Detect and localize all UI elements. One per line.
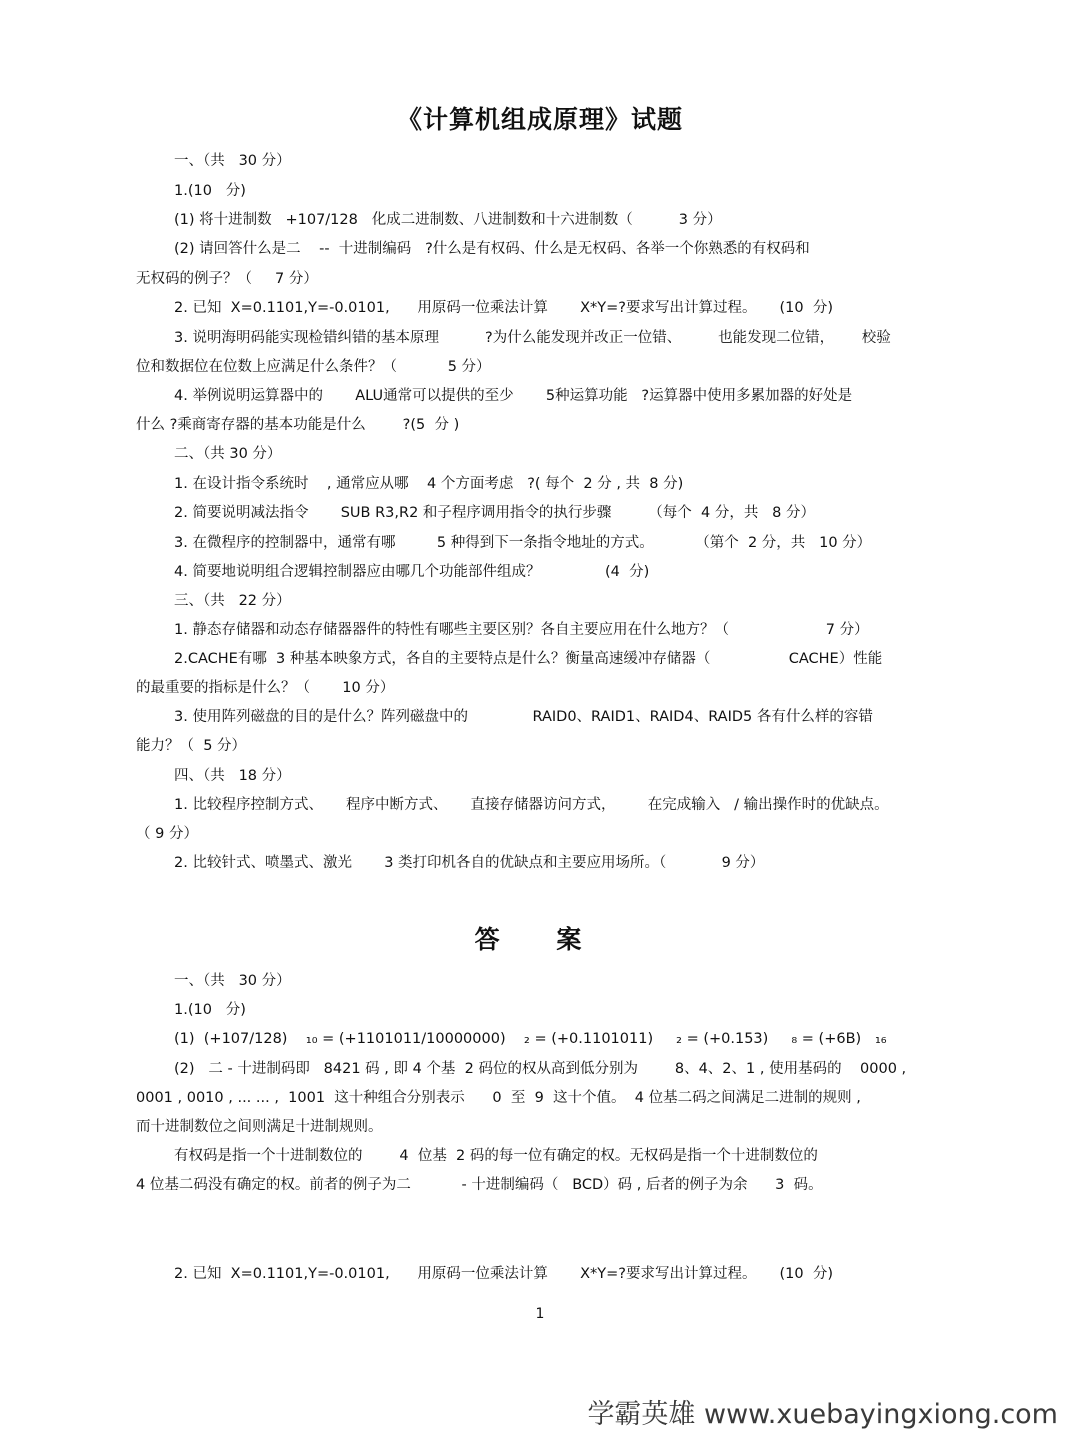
question-line: 4. 简要地说明组合逻辑控制器应由哪几个功能部件组成？ (4 分) <box>174 564 650 580</box>
question-line: 2. 已知 X=0.1101,Y=-0.0101, 用原码一位乘法计算 X*Y=?要求写出计算过程。 (10 分) <box>174 300 834 316</box>
question-line: 1.(10 分) <box>174 183 246 199</box>
question-line: 1. 在设计指令系统时 , 通常应从哪 4 个方面考虑 ?( 每个 2 分 , 共 8 分) <box>174 476 684 492</box>
answer-line: 1.(10 分) <box>174 1002 246 1018</box>
watermark-text: 学霸英雄 www.xuebayingxiong.com <box>587 1399 1058 1430</box>
question-line: （ 9 分） <box>136 826 198 842</box>
answer-line: 有权码是指一个十进制数位的 4 位基 2 码的每一位有确定的权。无权码是指一个十进制数位的 <box>174 1148 818 1164</box>
question-line: 3. 在微程序的控制器中，通常有哪 5 种得到下一条指令地址的方式。 （第个 2 分，共 10 分） <box>174 535 872 551</box>
question-line: 一、（共 30 分） <box>174 153 291 169</box>
question-line: 的最重要的指标是什么？（ 10 分） <box>136 680 395 696</box>
question-line: (1) 将十进制数 +107/128 化成二进制数、八进制数和十六进制数（ 3 分） <box>174 212 722 228</box>
answer-line: 而十进制数位之间则满足十进制规则。 <box>136 1119 383 1135</box>
page-number: 1 <box>535 1306 545 1322</box>
answer-line: (2) 二 - 十进制码即 8421 码 , 即 4 个基 2 码位的权从高到低分别为 8、4、2、1 , 使用基码的 0000 , <box>174 1061 907 1077</box>
question-line: 3. 说明海明码能实现检错纠错的基本原理 ?为什么能发现并改正一位错、 也能发现二位错， 校验 <box>174 330 891 346</box>
answer-line: (1) (+107/128) ₁₀ = (+1101011/10000000) ₂ = (+0.1101011) ₂ = (+0.153) ₈ = (+6B) ₁₆ <box>174 1031 887 1047</box>
question-line: 无权码的例子？（ 7 分） <box>136 271 318 287</box>
answer-title: 答 案 <box>474 925 606 954</box>
answer-line: 2. 已知 X=0.1101,Y=-0.0101, 用原码一位乘法计算 X*Y=?要求写出计算过程。 (10 分) <box>174 1266 834 1282</box>
question-line: 什么 ?乘商寄存器的基本功能是什么 ?(5 分 ) <box>136 417 460 433</box>
answer-line: 一、（共 30 分） <box>174 973 291 989</box>
question-line: 3. 使用阵列磁盘的目的是什么？阵列磁盘中的 RAID0、RAID1、RAID4、RAID5 各有什么样的容错 <box>174 709 873 725</box>
question-line: 1. 静态存储器和动态存储器器件的特性有哪些主要区别？各自主要应用在什么地方？（ 7 分） <box>174 622 869 638</box>
question-line: 4. 举例说明运算器中的 ALU通常可以提供的至少 5种运算功能 ?运算器中使用多累加器的好处是 <box>174 388 853 404</box>
question-line: 2.CACHE有哪 3 种基本映象方式，各自的主要特点是什么？衡量高速缓冲存储器（ CACHE）性能 <box>174 651 883 667</box>
question-line: (2) 请回答什么是二 -- 十进制编码 ?什么是有权码、什么是无权码、各举一个你熟悉的有权码和 <box>174 241 810 257</box>
question-line: 位和数据位在位数上应满足什么条件？（ 5 分） <box>136 359 491 375</box>
question-line: 三、（共 22 分） <box>174 593 291 609</box>
question-line: 2. 简要说明减法指令 SUB R3,R2 和子程序调用指令的执行步骤 （每个 4 分，共 8 分） <box>174 505 815 521</box>
question-line: 1. 比较程序控制方式、 程序中断方式、 直接存储器访问方式， 在完成输入 / 输出操作时的优缺点。 <box>174 797 889 813</box>
question-line: 2. 比较针式、喷墨式、激光 3 类打印机各自的优缺点和主要应用场所。（ 9 分） <box>174 855 765 871</box>
question-line: 二、（共 30 分） <box>174 446 282 462</box>
question-line: 能力？（ 5 分） <box>136 738 247 754</box>
answer-line: 0001 , 0010 , ... ... , 1001 这十种组合分别表示 0 至 9 这十个值。 4 位基二码之间满足二进制的规则 , <box>136 1090 861 1106</box>
page-title: 《计算机组成原理》试题 <box>396 105 683 134</box>
question-line: 四、（共 18 分） <box>174 768 291 784</box>
answer-line: 4 位基二码没有确定的权。前者的例子为二 - 十进制编码（ BCD）码 , 后者的例子为余 3 码。 <box>136 1177 823 1193</box>
